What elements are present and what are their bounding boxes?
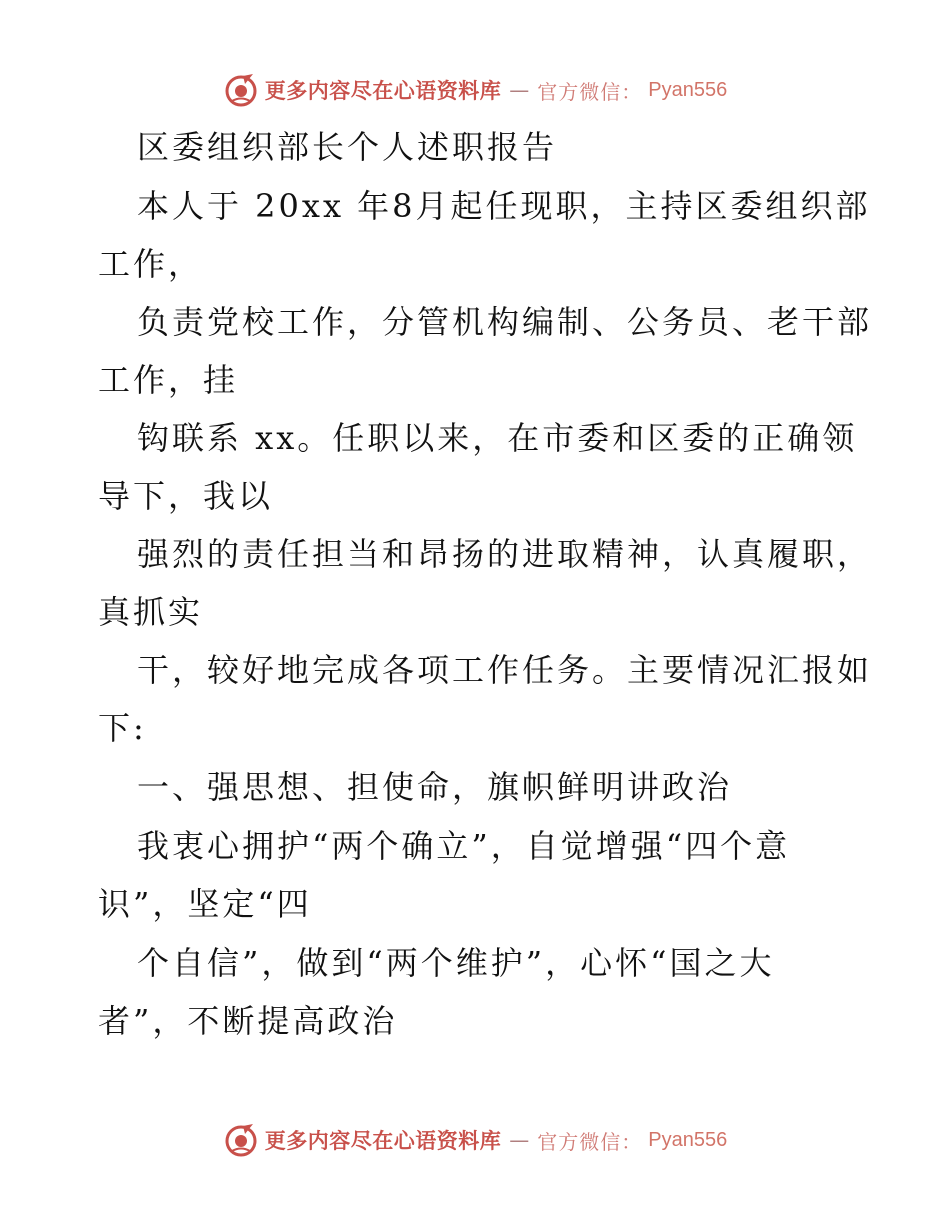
paragraph-line: 钩联系 xx。任职以来，在市委和区委的正确领 [137,419,858,457]
paragraph-line: 者”，不断提高政治 [98,1002,398,1040]
red-pen-logo-icon [223,72,259,108]
watermark-dash: — [509,78,530,102]
paragraph-line: 工作，挂 [98,361,239,399]
paragraph-line: 干，较好地完成各项工作任务。主要情况汇报如 [137,651,873,689]
watermark-banner-bottom [0,1120,950,1160]
paragraph-line: 真抓实 [98,593,204,631]
watermark-main-text: 更多内容尽在心语资料库 [264,1128,502,1153]
watermark-banner-top [0,70,950,110]
paragraph-line: 工作， [98,245,204,283]
red-pen-logo-icon [223,1122,259,1158]
paragraph-line: 导下，我以 [98,477,274,515]
watermark-secondary-text: 官方微信： [537,79,643,104]
paragraph-line: 负责党校工作，分管机构编制、公务员、老干部 [137,303,873,341]
watermark-content [223,1122,727,1158]
section-heading: 一、强思想、担使命，旗帜鲜明讲政治 [137,768,733,806]
watermark-dash: — [509,1128,530,1152]
paragraph-line: 强烈的责任担当和昂扬的进取精神，认真履职， [137,535,873,573]
watermark-account-id: Pyan556 [648,78,728,101]
watermark-main-text: 更多内容尽在心语资料库 [264,78,502,103]
paragraph-line: 本人于 20xx 年8月起任现职，主持区委组织部 [137,187,871,225]
document-title: 区委组织部长个人述职报告 [137,128,558,166]
paragraph-line: 我衷心拥护“两个确立”，自觉增强“四个意 [137,827,791,865]
paragraph-line: 个自信”，做到“两个维护”，心怀“国之大 [137,944,775,982]
watermark-secondary-text: 官方微信： [537,1129,643,1154]
watermark-content [223,72,727,108]
paragraph-line: 识”，坚定“四 [98,885,312,923]
paragraph-line: 下: [98,709,147,747]
watermark-account-id: Pyan556 [648,1128,728,1151]
